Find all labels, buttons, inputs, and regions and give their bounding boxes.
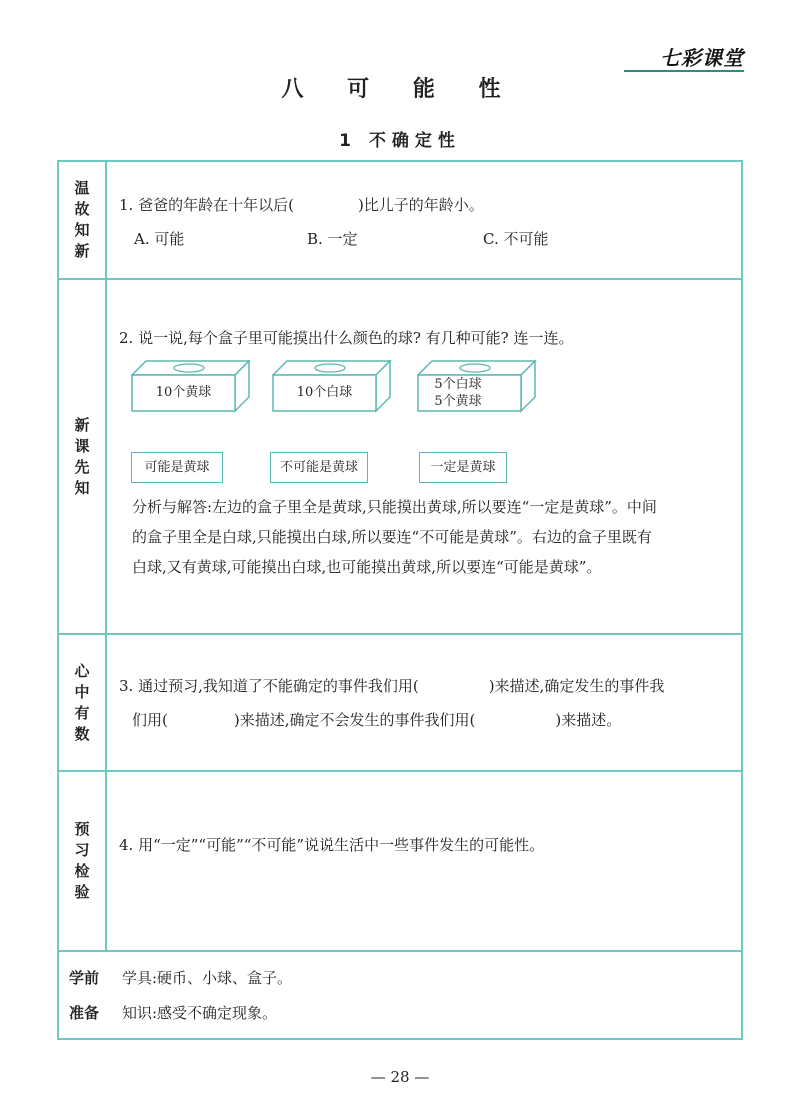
row-label-check: [59, 772, 105, 950]
label-char: 课: [74, 436, 90, 455]
analysis-paragraph: [132, 492, 732, 582]
page-number: — 28 —: [370, 1068, 430, 1086]
ball-box-2: [272, 359, 392, 417]
label-char: 知: [74, 221, 90, 239]
chapter-title: 八 可 能 性: [281, 77, 519, 102]
label-char: 新: [74, 242, 90, 260]
question-2: 2. 说一说,每个盒子里可能摸出什么颜色的球? 有几种可能? 连一连。: [119, 329, 574, 347]
answer-box-certain[interactable]: 一定是黄球: [419, 452, 507, 483]
answer-box-impossible[interactable]: 不可能是黄球: [270, 452, 368, 483]
row-divider: [59, 770, 741, 772]
question-1-text: 1. 爸爸的年龄在十年以后(: [119, 196, 294, 214]
row-divider: [59, 278, 741, 280]
prep-knowledge: 知识:感受不确定现象。: [122, 1004, 278, 1022]
row-label-mind: [59, 635, 105, 770]
label-char: 习: [74, 841, 90, 859]
analysis-line: 分析与解答:左边的盒子里全是黄球,只能摸出黄球,所以要连“一定是黄球”。中间: [132, 498, 657, 516]
prep-row: [59, 952, 741, 1038]
row-label-review: [59, 162, 105, 278]
label-char: 预: [74, 820, 90, 838]
label-char: 故: [74, 200, 90, 218]
row-divider: [59, 633, 741, 635]
row-label-preview: [59, 280, 105, 633]
box-1-label: 10个黄球: [155, 385, 212, 400]
column-divider: [105, 162, 107, 1038]
analysis-line: 的盒子里全是白球,只能摸出白球,所以要连“不可能是黄球”。右边的盒子里既有: [132, 528, 652, 546]
question-3-line-1: [119, 675, 664, 696]
question-1: [119, 194, 484, 215]
question-3-text: )来描述,确定不会发生的事件我们用(: [233, 711, 476, 729]
ball-box-1: [131, 359, 251, 417]
box-2-label: 10个白球: [296, 385, 353, 400]
option-c[interactable]: C. 不可能: [483, 230, 549, 248]
worksheet-table: [57, 160, 743, 1040]
question-1-tail: )比儿子的年龄小。: [357, 196, 484, 214]
question-4: 4. 用“一定”“可能”“不可能”说说生活中一些事件发生的可能性。: [119, 836, 545, 854]
label-char: 数: [74, 724, 90, 743]
ball-box-3: [417, 359, 537, 417]
label-char: 有: [74, 703, 90, 722]
label-char: 中: [74, 682, 90, 701]
option-a[interactable]: A. 可能: [134, 230, 185, 248]
prep-tools: 学具:硬币、小球、盒子。: [122, 969, 293, 987]
label-char: 验: [74, 883, 90, 901]
label-char: 新: [74, 415, 90, 434]
section-title: 1 不确定性: [339, 131, 461, 151]
prep-label-1: 学前: [69, 969, 100, 987]
option-b[interactable]: B. 一定: [307, 230, 358, 248]
prep-label-2: 准备: [69, 1004, 100, 1022]
question-3-text: 们用(: [132, 711, 168, 729]
answer-box-possible[interactable]: 可能是黄球: [131, 452, 223, 483]
brand-logo: 七彩课堂: [660, 46, 744, 70]
box-3-label: 5个白球 5个黄球: [434, 377, 482, 409]
question-3-line-2: [132, 709, 621, 730]
question-3-text: 3. 通过预习,我知道了不能确定的事件我们用(: [119, 677, 419, 695]
label-char: 检: [74, 862, 90, 880]
label-char: 温: [74, 179, 90, 197]
question-3-text: )来描述,确定发生的事件我: [488, 677, 665, 695]
label-char: 心: [74, 661, 90, 680]
label-char: 先: [74, 457, 90, 476]
label-char: 知: [74, 478, 90, 497]
analysis-line: 白球,又有黄球,可能摸出白球,也可能摸出黄球,所以要连“可能是黄球”。: [132, 558, 602, 576]
question-3-text: )来描述。: [555, 711, 622, 729]
